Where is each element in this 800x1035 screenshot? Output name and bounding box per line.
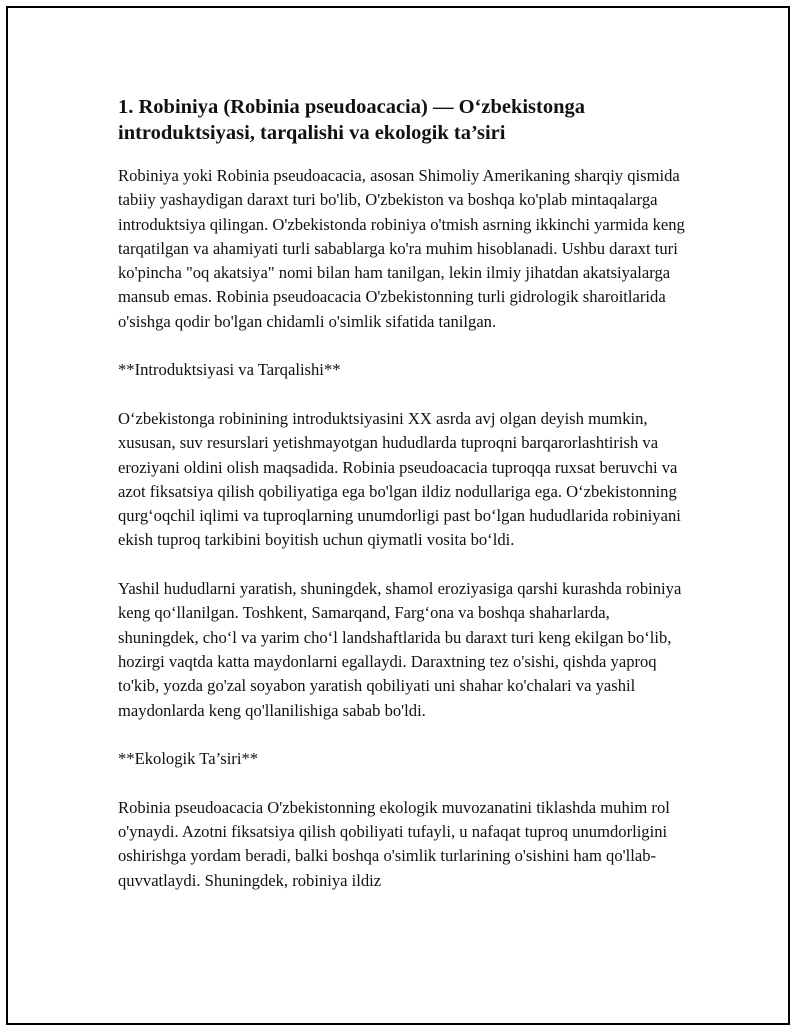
paragraph-intro: Robiniya yoki Robinia pseudoacacia, asosan Shimoliy Amerikaning sharqiy qismida tabiiy yashaydigan daraxt turi bo'lib, O'zbekiston va boshqa ko'plab mintaqalarga introduktsiya qilingan. O'zbekistonda robiniya o'tmish asrning ikkinchi yarmida keng tarqatilgan va ahamiyati turli sabablarga ko'ra muhim hisoblanadi. Ushbu daraxt turi ko'pincha "oq akatsiya" nomi bilan ham tanilgan, lekin ilmiy jihatdan akatsiyalarga mansub emas. Robinia pseudoacacia O'zbekistonning turli gidrologik sharoitlarida o'sishga qodir bo'lgan chidamli o'simlik sifatida tanilgan. xyxy=(118,166,685,331)
paragraph-spacer xyxy=(118,723,690,747)
paragraph-ecology: Robinia pseudoacacia O'zbekistonning ekologik muvozanatini tiklashda muhim rol o'ynaydi. Azotni fiksatsiya qilish qobiliyati tufayli, u nafaqat tuproq unumdorligini oshirishga yordam beradi, balki boshqa o'simlik turlarining o'sishini ham qo'llab-quvvatlaydi. Shuningdek, robiniya ildiz xyxy=(118,797,670,890)
document-body xyxy=(118,94,690,893)
paragraph-spacer xyxy=(118,334,690,358)
paragraph-spacer xyxy=(118,771,690,795)
paragraph-spacer xyxy=(118,383,690,407)
paragraph-distribution: Yashil hududlarni yaratish, shuningdek, shamol eroziyasiga qarshi kurashda robiniya keng qo‘llanilgan. Toshkent, Samarqand, Farg‘ona va boshqa shaharlarda, shuningdek, cho‘l va yarim cho‘l landshaftlarida bu daraxt turi keng ekilgan bo‘lib, hozirgi vaqtda katta maydonlarni egallaydi. Daraxtning tez o'sishi, qishda yaproq to'kib, yozda go'zal soyabon yaratish qobiliyati uni shahar ko'chalari va yashil maydonlarda keng qo'llanilishiga sabab bo'ldi. xyxy=(118,579,682,720)
section-heading-ecology: **Ekologik Ta’siri** xyxy=(118,749,259,769)
document-title: 1. Robiniya (Robinia pseudoacacia) — O‘zbekistonga introduktsiyasi, tarqalishi va ekologik ta’siri xyxy=(118,96,585,144)
paragraph-spacer xyxy=(118,553,690,577)
paragraph-introduction: O‘zbekistonga robinining introduktsiyasini XX asrda avj olgan deyish mumkin, xususan, suv resurslari yetishmayotgan hududlarda tuproqni barqarorlashtirish va eroziyani oldini olish maqsadida. Robinia pseudoacacia tuproqqa ruxsat beruvchi va azot fiksatsiya qilish qobiliyatiga ega bo'lgan ildiz nodullariga ega. O‘zbekistonning qurg‘oqchil iqlimi va tuproqlarning unumdorligi past bo‘lgan hududlarida robiniyani ekish tuproq tarkibini boyitish uchun qiymatli vosita bo‘ldi. xyxy=(118,408,681,550)
section-heading-introduction: **Introduktsiyasi va Tarqalishi** xyxy=(118,360,341,380)
